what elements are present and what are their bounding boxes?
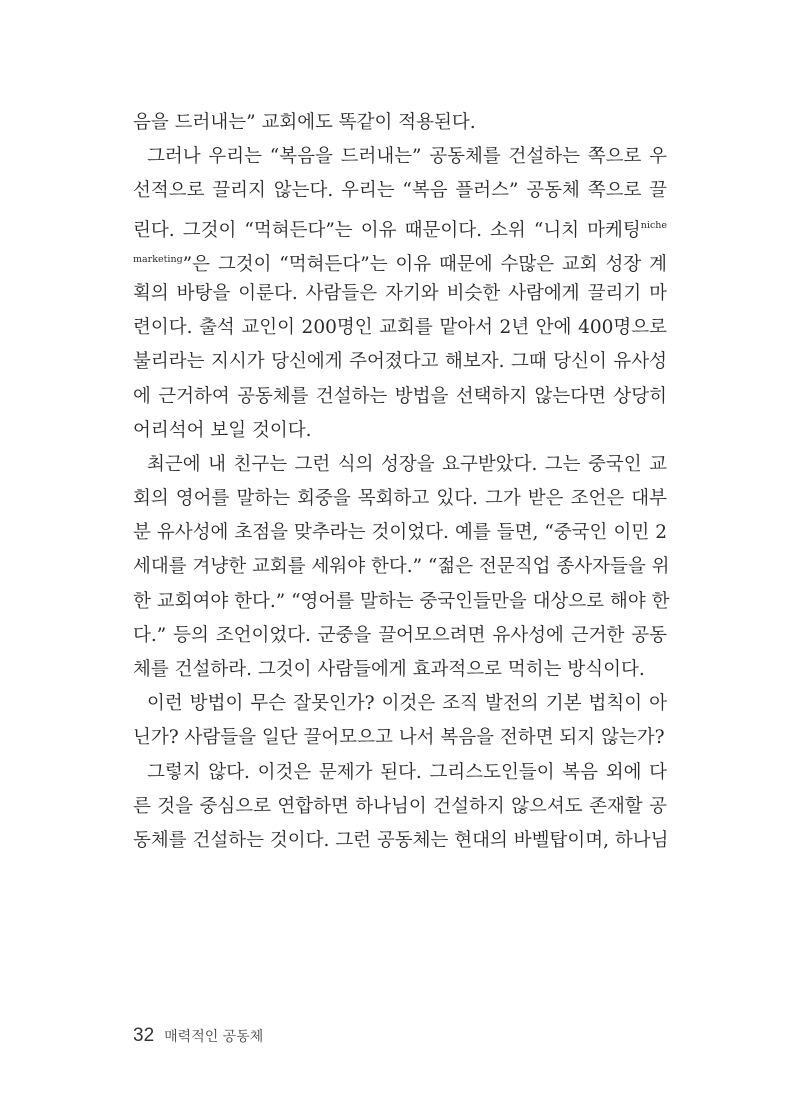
text-line: 분 유사성에 초점을 맞추라는 것이었다. 예를 들면, “중국인 이민 2 <box>133 522 667 544</box>
text-line: 선적으로 끌리지 않는다. 우리는 “복음 플러스” 공동체 쪽으로 끌 <box>133 180 667 202</box>
text-line: 동체를 건설하는 것이다. 그런 공동체는 현대의 바벨탑이며, 하나님 <box>133 829 669 851</box>
text-line: 른 것을 중심으로 연합하면 하나님이 건설하지 않으셔도 존재할 공 <box>133 795 667 817</box>
text-line: 닌가? 사람들을 일단 끌어모으고 나서 복음을 전하면 되지 않는가? <box>133 727 665 749</box>
text-line: 어리석어 보일 것이다. <box>133 419 312 441</box>
superscript-niche: niche <box>640 219 667 231</box>
text-line <box>133 243 667 277</box>
text-line: 음을 드러내는” 교회에도 똑같이 적용된다. <box>133 112 476 133</box>
text-line: 최근에 내 친구는 그런 식의 성장을 요구받았다. 그는 중국인 교 <box>147 453 667 475</box>
page-footer <box>133 1025 263 1047</box>
superscript-marketing: marketing <box>133 253 183 265</box>
text-line: 그러나 우리는 “복음을 드러내는” 공동체를 건설하는 쪽으로 우 <box>147 146 667 168</box>
text-line: 회의 영어를 말하는 회중을 목회하고 있다. 그가 받은 조언은 대부 <box>133 488 667 510</box>
body-text <box>133 106 670 858</box>
text-segment: ”은 그것이 “먹혀든다”는 이유 때문에 수많은 교회 성장 계 <box>182 253 667 275</box>
text-line: 세대를 겨냥한 교회를 세워야 한다.” “젊은 전문직업 종사자들을 위 <box>133 556 670 578</box>
text-line: 그렇지 않다. 이것은 문제가 된다. 그리스도인들이 복음 외에 다 <box>147 761 667 783</box>
text-line <box>133 209 667 243</box>
running-title: 매력적인 공동체 <box>164 1029 264 1045</box>
text-line: 다.” 등의 조언이었다. 군중을 끌어모으려면 유사성에 근거한 공동 <box>133 624 667 646</box>
text-segment: 린다. 그것이 “먹혀든다”는 이유 때문이다. 소위 “니치 마케팅 <box>133 219 641 241</box>
text-line: 체를 건설하라. 그것이 사람들에게 효과적으로 먹히는 방식이다. <box>133 659 645 680</box>
page-number: 32 <box>133 1025 155 1046</box>
text-line: 에 근거하여 공동체를 건설하는 방법을 선택하지 않는다면 상당히 <box>133 385 667 407</box>
text-line: 련이다. 출석 교인이 200명인 교회를 맡아서 2년 안에 400명으로 <box>133 317 667 339</box>
text-line: 획의 바탕을 이룬다. 사람들은 자기와 비슷한 사람에게 끌리기 마 <box>133 282 667 304</box>
text-line: 이런 방법이 무슨 잘못인가? 이것은 조직 발전의 기본 법칙이 아 <box>147 693 667 715</box>
text-line: 불리라는 지시가 당신에게 주어졌다고 해보자. 그때 당신이 유사성 <box>133 351 667 373</box>
text-line: 한 교회여야 한다.” “영어를 말하는 중국인들만을 대상으로 해야 한 <box>133 590 670 612</box>
